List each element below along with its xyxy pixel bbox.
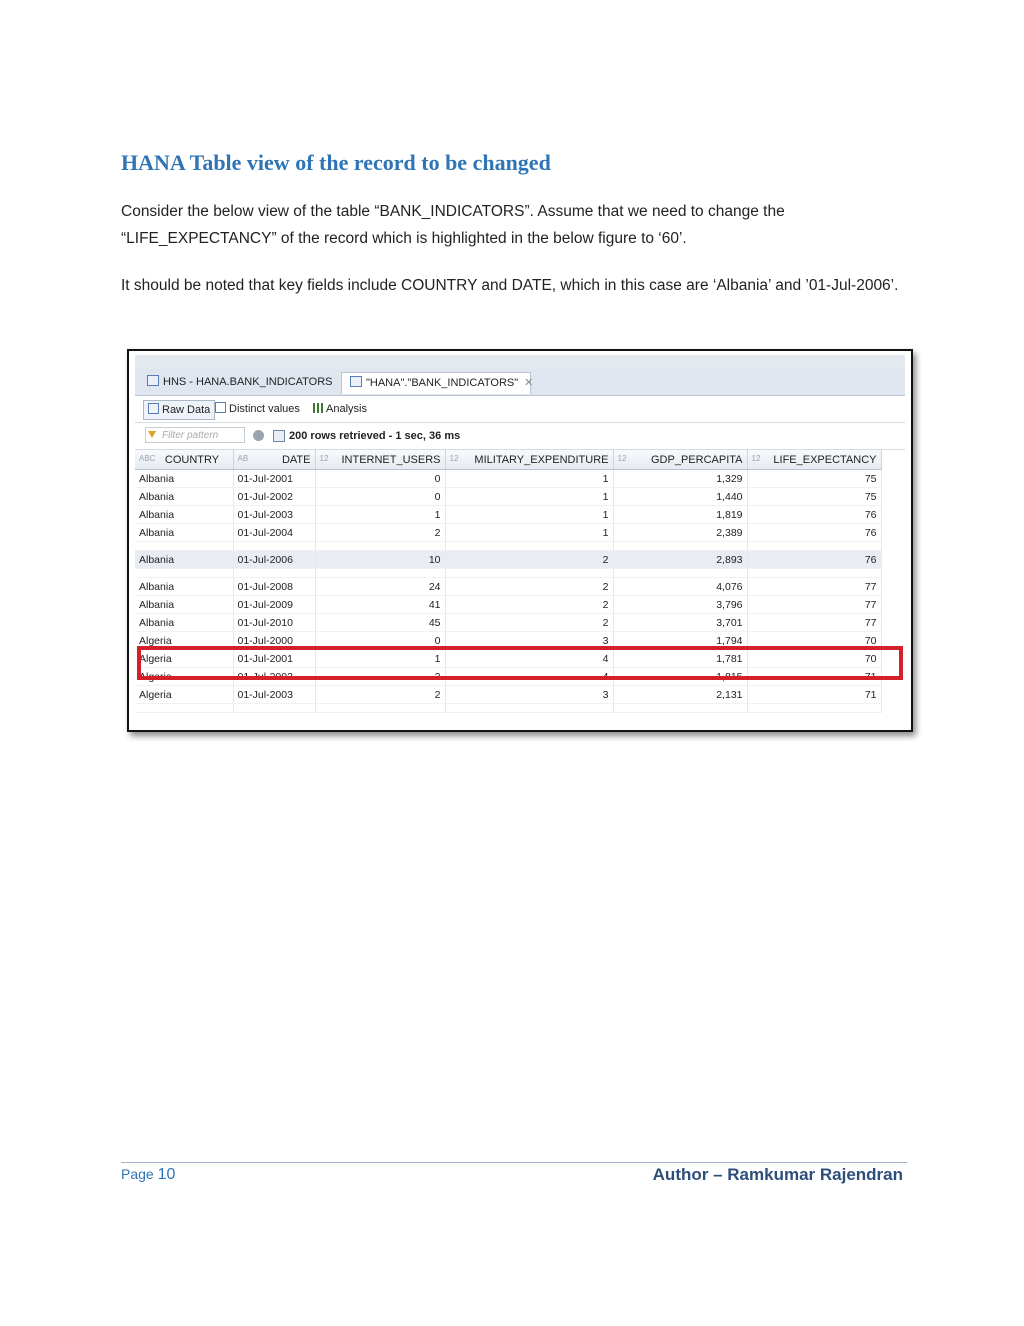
cell-internet-users: 0 <box>315 488 445 506</box>
cell-gdp-percapita <box>613 569 747 578</box>
table-icon <box>147 375 159 386</box>
cell-gdp-percapita: 1,819 <box>613 506 747 524</box>
column-label: GDP_PERCAPITA <box>651 453 743 466</box>
cell-gdp-percapita: 2,131 <box>613 686 747 704</box>
cell-date <box>233 542 315 551</box>
cell-gdp-percapita: 2,389 <box>613 524 747 542</box>
cell-military-expenditure: 1 <box>445 470 613 488</box>
cell-date: 01-Jul-2008 <box>233 578 315 596</box>
cell-internet-users <box>315 704 445 713</box>
table-row[interactable] <box>135 488 881 506</box>
column-type-icon: 12 <box>617 453 627 463</box>
cell-internet-users: 1 <box>315 650 445 668</box>
rows-icon <box>273 430 285 442</box>
cell-gdp-percapita: 1,440 <box>613 488 747 506</box>
subtab-raw-data[interactable]: Raw Data <box>143 400 215 420</box>
cell-life-expectancy: 75 <box>747 488 881 506</box>
cell-date: 01-Jul-2003 <box>233 686 315 704</box>
table-row[interactable] <box>135 668 881 686</box>
cell-country: Albania <box>135 470 233 488</box>
column-label: DATE <box>281 453 311 466</box>
cell-military-expenditure: 2 <box>445 614 613 632</box>
cell-internet-users: 24 <box>315 578 445 596</box>
preview-subtabs <box>135 396 905 423</box>
column-type-icon: 12 <box>449 453 459 463</box>
cell-life-expectancy: 77 <box>747 596 881 614</box>
cell-gdp-percapita: 1,329 <box>613 470 747 488</box>
cell-gdp-percapita: 1,781 <box>613 650 747 668</box>
cell-country: Albania <box>135 524 233 542</box>
cell-country <box>135 569 233 578</box>
cell-life-expectancy: 77 <box>747 614 881 632</box>
cell-military-expenditure: 1 <box>445 524 613 542</box>
cell-date: 01-Jul-2003 <box>233 506 315 524</box>
table-row[interactable] <box>135 524 881 542</box>
cell-date <box>233 704 315 713</box>
cell-internet-users: 2 <box>315 668 445 686</box>
cell-date: 01-Jul-2004 <box>233 524 315 542</box>
column-label: LIFE_EXPECTANCY <box>773 453 877 466</box>
table-row[interactable] <box>135 614 881 632</box>
cell-gdp-percapita: 1,815 <box>613 668 747 686</box>
partially-hidden-row[interactable] <box>135 569 881 578</box>
screenshot-window <box>135 355 905 726</box>
cell-military-expenditure: 2 <box>445 596 613 614</box>
cell-country: Algeria <box>135 650 233 668</box>
cell-life-expectancy: 76 <box>747 506 881 524</box>
toolbar-strip <box>135 355 905 370</box>
filter-input[interactable]: Filter pattern <box>145 427 245 443</box>
cell-internet-users: 41 <box>315 596 445 614</box>
cell-country: Albania <box>135 614 233 632</box>
tab-hns-bank-indicators[interactable]: HNS - HANA.BANK_INDICATORS <box>139 372 335 394</box>
cell-military-expenditure: 1 <box>445 488 613 506</box>
cell-gdp-percapita: 1,794 <box>613 632 747 650</box>
cell-military-expenditure: 1 <box>445 506 613 524</box>
cell-date: 01-Jul-2006 <box>233 551 315 569</box>
cell-date: 01-Jul-2002 <box>233 488 315 506</box>
cell-date: 01-Jul-2001 <box>233 470 315 488</box>
cell-military-expenditure: 2 <box>445 551 613 569</box>
rows-retrieved-status: 200 rows retrieved - 1 sec, 36 ms <box>289 430 461 442</box>
cell-country: Albania <box>135 506 233 524</box>
column-label: INTERNET_USERS <box>341 453 441 466</box>
column-label: COUNTRY <box>164 453 220 466</box>
cell-date: 01-Jul-2002 <box>233 668 315 686</box>
cell-gdp-percapita <box>613 542 747 551</box>
column-header-gdp-percapita[interactable] <box>613 450 747 470</box>
cell-military-expenditure: 3 <box>445 686 613 704</box>
cell-life-expectancy: 76 <box>747 551 881 569</box>
cell-military-expenditure <box>445 542 613 551</box>
intro-paragraph: Consider the below view of the table “BANK_INDICATORS”. Assume that we need to change the “LIFE_EXPECTANCY” of the record which is highlighted in the below figure to ‘60’. <box>121 203 785 247</box>
cell-internet-users: 2 <box>315 686 445 704</box>
data-preview-icon <box>350 376 362 387</box>
cell-life-expectancy: 71 <box>747 686 881 704</box>
cell-internet-users <box>315 542 445 551</box>
column-header-date[interactable] <box>233 450 315 470</box>
cell-internet-users: 2 <box>315 524 445 542</box>
cell-country: Algeria <box>135 686 233 704</box>
column-header-country[interactable] <box>135 450 233 470</box>
cell-internet-users: 1 <box>315 506 445 524</box>
cell-military-expenditure: 2 <box>445 578 613 596</box>
cell-gdp-percapita: 3,701 <box>613 614 747 632</box>
table-header-row <box>135 450 881 470</box>
cell-internet-users <box>315 569 445 578</box>
cell-life-expectancy: 70 <box>747 650 881 668</box>
table-row[interactable] <box>135 650 881 668</box>
table-row[interactable] <box>135 632 881 650</box>
data-grid <box>135 450 905 726</box>
tab-hana-bank-indicators[interactable]: "HANA"."BANK_INDICATORS" ✕ <box>341 372 531 394</box>
cell-date <box>233 569 315 578</box>
table-body <box>135 470 881 713</box>
cell-gdp-percapita: 2,893 <box>613 551 747 569</box>
cell-date: 01-Jul-2009 <box>233 596 315 614</box>
column-type-icon: AB <box>237 453 249 463</box>
close-icon[interactable]: ✕ <box>524 377 534 389</box>
column-type-icon: ABC <box>139 453 156 463</box>
editor-tab-bar <box>135 369 905 396</box>
table-row[interactable] <box>135 578 881 596</box>
highlighted-row[interactable] <box>135 551 881 569</box>
column-type-icon: 12 <box>319 453 329 463</box>
cell-country: Albania <box>135 578 233 596</box>
cell-life-expectancy <box>747 569 881 578</box>
hana-table-screenshot <box>127 349 913 732</box>
cell-country <box>135 542 233 551</box>
partially-hidden-row[interactable] <box>135 704 881 713</box>
bank-indicators-table <box>135 450 882 713</box>
cell-internet-users: 0 <box>315 632 445 650</box>
cell-date: 01-Jul-2001 <box>233 650 315 668</box>
cell-life-expectancy: 71 <box>747 668 881 686</box>
subtab-distinct-values[interactable]: Distinct values <box>215 400 300 418</box>
cell-life-expectancy: 76 <box>747 524 881 542</box>
filter-row <box>135 423 905 450</box>
cell-life-expectancy <box>747 704 881 713</box>
table-row[interactable] <box>135 686 881 704</box>
page-number: Page 10 <box>121 1166 176 1183</box>
table-row[interactable] <box>135 506 881 524</box>
column-label: MILITARY_EXPENDITURE <box>474 453 609 466</box>
cell-date: 01-Jul-2010 <box>233 614 315 632</box>
grid-icon <box>148 403 159 414</box>
cell-date: 01-Jul-2000 <box>233 632 315 650</box>
section-heading: HANA Table view of the record to be changed <box>121 150 551 175</box>
cell-military-expenditure: 3 <box>445 632 613 650</box>
cell-gdp-percapita: 4,076 <box>613 578 747 596</box>
cell-military-expenditure <box>445 569 613 578</box>
cell-gdp-percapita: 3,796 <box>613 596 747 614</box>
author-credit: Author – Ramkumar Rajendran <box>652 1165 903 1184</box>
cell-military-expenditure <box>445 704 613 713</box>
cell-internet-users: 10 <box>315 551 445 569</box>
cell-country: Albania <box>135 488 233 506</box>
partially-hidden-row[interactable] <box>135 542 881 551</box>
cell-country: Algeria <box>135 632 233 650</box>
column-header-military-expenditure[interactable] <box>445 450 613 470</box>
column-type-icon: 12 <box>751 453 761 463</box>
cell-country: Albania <box>135 596 233 614</box>
cell-military-expenditure: 4 <box>445 668 613 686</box>
subtab-analysis[interactable]: Analysis <box>313 400 367 418</box>
cell-life-expectancy <box>747 542 881 551</box>
key-fields-paragraph: It should be noted that key fields include COUNTRY and DATE, which in this case are ‘Albania’ and ’01-Jul-2006’. <box>121 277 899 294</box>
cell-internet-users: 45 <box>315 614 445 632</box>
cell-military-expenditure: 4 <box>445 650 613 668</box>
cell-life-expectancy: 75 <box>747 470 881 488</box>
cell-internet-users: 0 <box>315 470 445 488</box>
table-row[interactable] <box>135 470 881 488</box>
footer-divider <box>121 1162 907 1163</box>
cell-gdp-percapita <box>613 704 747 713</box>
column-header-internet-users[interactable] <box>315 450 445 470</box>
bar-chart-icon <box>313 403 323 413</box>
filter-icon <box>148 431 156 438</box>
columns-icon <box>215 402 226 413</box>
cell-country: Albania <box>135 551 233 569</box>
cell-country: Algeria <box>135 668 233 686</box>
clear-filter-icon[interactable] <box>253 430 264 441</box>
cell-country <box>135 704 233 713</box>
cell-life-expectancy: 70 <box>747 632 881 650</box>
cell-life-expectancy: 77 <box>747 578 881 596</box>
table-row[interactable] <box>135 596 881 614</box>
column-header-life-expectancy[interactable] <box>747 450 881 470</box>
